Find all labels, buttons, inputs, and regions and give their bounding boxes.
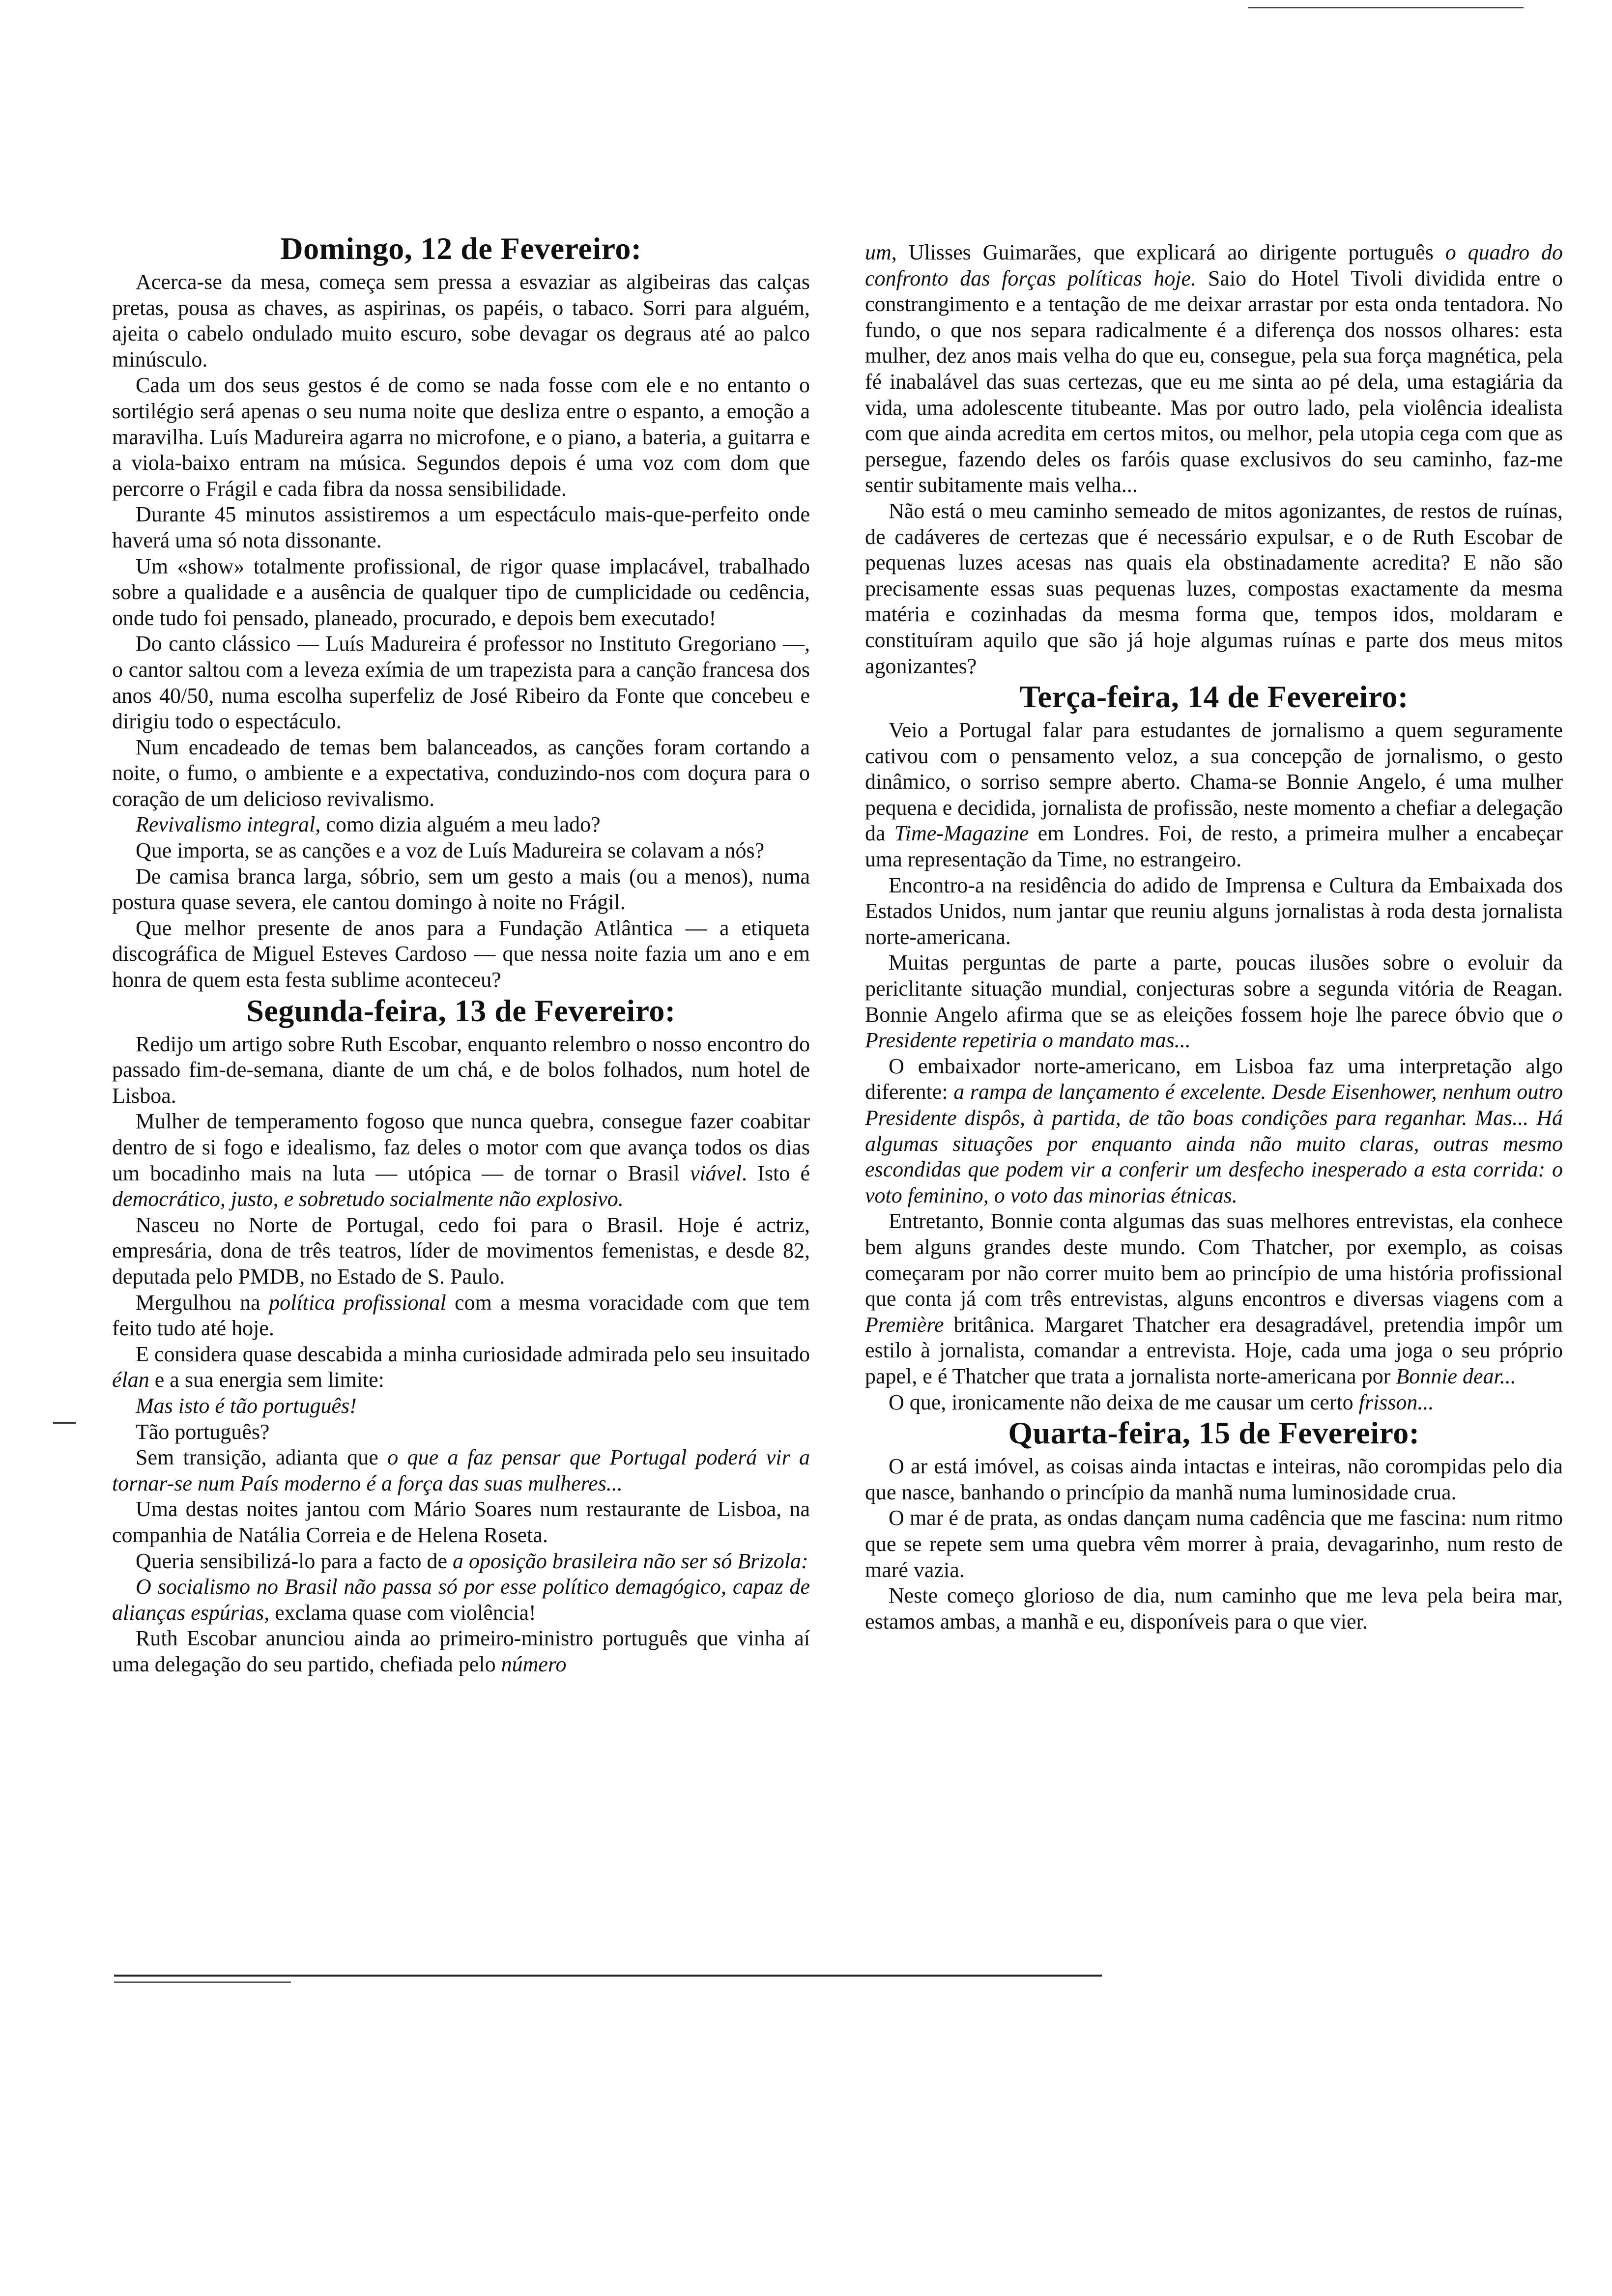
paragraph: O mar é de prata, as ondas dançam numa cadência que me fascina: num ritmo que se repete sem uma quebra vêm morrer à praia, devagarinho, num resto de maré vazia. xyxy=(865,1506,1563,1582)
italic-text: élan xyxy=(112,1368,149,1392)
paragraph: Que importa, se as canções e a voz de Luís Madureira se colavam a nós? xyxy=(136,838,765,863)
italic-text: Time-Magazine xyxy=(894,821,1029,846)
paragraph xyxy=(112,1549,810,1575)
text: Saio do Hotel Tivoli dividida entre o constrangimento e a tentação de me deixar arrastar por esta onda tentadora. No fundo, o que nos separa radicalmente é a diferença dos nossos olhares: esta mulher, dez anos mais velha do que eu, consegue, pela sua força magnética, pela fé inabalável das suas certezas, que eu me sinta ao pé dela, uma estagiária da vida, uma adolescente titubeante. Mas por outro lado, pela violência idealista com que ainda acredita em certos mitos, ou melhor, pela utopia cega com que as persegue, fazendo deles os faróis quase exclusivos do seu caminho, faz-me sentir subitamente mais velha... xyxy=(865,266,1563,497)
top-rule xyxy=(1248,7,1524,8)
paragraph xyxy=(865,1390,1563,1416)
paragraph xyxy=(112,1393,810,1419)
italic-text: Première xyxy=(865,1312,944,1337)
text: Mergulhou na xyxy=(136,1290,269,1315)
italic-text: um xyxy=(865,240,892,264)
paragraph: Acerca-se da mesa, começa sem pressa a esvaziar as algibeiras das calças pretas, pousa as chaves, as aspirinas, os papéis, o tabaco. Sorri para alguém, ajeita o cabelo ondulado muito escuro, sobe devagar os degraus até ao palco minúsculo. xyxy=(112,270,810,372)
text: Veio a Portugal falar para estudantes de jornalismo a quem seguramente cativou com o pensamento veloz, a sua concepção de jornalismo, o gesto dinâmico, o sorriso sempre aberto. Chama-se Bonnie Angelo, é uma mulher pequena e decidida, jornalista de profissão, neste momento a chefiar a delegação da xyxy=(865,718,1563,846)
bottom-rule xyxy=(114,1975,1102,1977)
paragraph xyxy=(865,1054,1563,1209)
margin-mark xyxy=(53,1422,76,1424)
paragraph xyxy=(865,950,1563,1053)
paragraph: Não está o meu caminho semeado de mitos agonizantes, de restos de ruínas, de cadáveres de certezas que é necessário expulsar, e o de Ruth Escobar de pequenas luzes acesas nas quais ela obstinadamente acredita? E não são precisamente essas suas pequenas luzes, compostas exactamente da mesma matéria e cozinhadas da mesma forma que, tempos idos, moldaram e constituíram aquilo que são já hoje algumas ruínas e parte dos meus mitos agonizantes? xyxy=(865,498,1563,678)
paragraph: O ar está imóvel, as coisas ainda intactas e inteiras, não corompidas pelo dia que nasce, banhando o princípio da manhã numa luminosidade crua. xyxy=(865,1454,1563,1504)
paragraph: Durante 45 minutos assistiremos a um espectáculo mais-que-perfeito onde haverá uma só nota dissonante. xyxy=(112,502,810,552)
text: exclama quase com violência! xyxy=(269,1600,536,1625)
paragraph xyxy=(112,1574,810,1626)
text: Queria sensibilizá-lo para a facto de xyxy=(136,1549,453,1573)
italic-text: Bonnie dear... xyxy=(1396,1364,1516,1388)
text: britânica. Margaret Thatcher era desagradável, pretendia impôr um estilo à jornalista, comandar a entrevista. Hoje, cada uma joga o seu próprio papel, e é Thatcher que trata a jornalista norte-americana por xyxy=(865,1312,1563,1388)
italic-text: política profissional xyxy=(269,1290,446,1315)
text: E considera quase descabida a minha curiosidade admirada pelo seu insuitado xyxy=(136,1342,810,1366)
text: O que, ironicamente não deixa de me causar um certo xyxy=(889,1390,1359,1414)
paragraph xyxy=(865,240,1563,498)
text: O embaixador norte-americano, em Lisboa faz uma interpretação algo diferente: xyxy=(865,1054,1563,1104)
italic-text: o quadro do confronto das forças políticas hoje. xyxy=(865,240,1563,290)
paragraph: Neste começo glorioso de dia, num caminho que me leva pela beira mar, estamos ambas, a manhã e eu, disponíveis para o que vier. xyxy=(865,1583,1563,1634)
text: Ruth Escobar anunciou ainda ao primeiro-ministro português que vinha aí uma delegação do seu partido, chefiada pelo xyxy=(112,1626,810,1676)
paragraph xyxy=(112,1445,810,1496)
italic-text: frisson... xyxy=(1358,1390,1434,1414)
left-column xyxy=(112,231,810,1677)
paragraph xyxy=(865,1208,1563,1389)
right-column xyxy=(865,240,1563,1635)
text: e a sua energia sem limite: xyxy=(149,1368,384,1392)
paragraph xyxy=(112,812,810,838)
text: . Isto é xyxy=(742,1161,810,1185)
text: com a mesma voracidade com que tem feito tudo até hoje. xyxy=(112,1290,810,1341)
paragraph: Num encadeado de temas bem balanceados, as canções foram cortando a noite, o fumo, o ambiente e a expectativa, conduzindo-nos com doçura para o coração de um delicioso revivalismo. xyxy=(112,735,810,811)
paragraph: Um «show» totalmente profissional, de rigor quase implacável, trabalhado sobre a qualidade e a ausência de qualquer tipo de cumplicidade ou cedência, onde tudo foi pensado, planeado, procurado, e depois bem executado! xyxy=(112,554,810,630)
text: Entretanto, Bonnie conta algumas das suas melhores entrevistas, ela conhece bem alguns grandes deste mundo. Com Thatcher, por exemplo, as coisas começaram por não correr muito bem ao princípio de uma história profissional que conta já com três entrevistas, alguns encontros e diversas viagens com a xyxy=(865,1209,1563,1311)
paragraph: De camisa branca larga, sóbrio, sem um gesto a mais (ou a menos), numa postura quase severa, ele cantou domingo à noite no Frágil. xyxy=(112,864,810,915)
paragraph xyxy=(865,718,1563,873)
paragraph: Encontro-a na residência do adido de Imprensa e Cultura da Embaixada dos Estados Unidos, num jantar que reuniu alguns jornalistas à roda desta jornalista norte-americana. xyxy=(865,873,1563,949)
italic-text: viável xyxy=(690,1161,742,1185)
italic-text: o Presidente repetiria o mandato mas... xyxy=(865,1002,1563,1053)
italic-text: número xyxy=(501,1652,567,1676)
italic-text: a rampa de lançamento é excelente. Desde Eisenhower, nenhum outro Presidente dispôs, à partida, de tão boas condições para reganhar. Mas... Há algumas situações por enquanto ainda não muito claras, outras mesmo escondidas que podem vir a conferir um desfecho inesperado a esta corrida: o voto feminino, o voto das minorias étnicas. xyxy=(865,1080,1563,1207)
text: , como dizia alguém a meu lado? xyxy=(315,812,601,837)
italic-text: o que a faz pensar que Portugal poderá vir a tornar-se num País moderno é a força das suas mulheres... xyxy=(112,1445,810,1495)
paragraph: Cada um dos seus gestos é de como se nada fosse com ele e no entanto o sortilégio será apenas o seu numa noite que desliza entre o espanto, a emoção a maravilha. Luís Madureira agarra no microfone, e o piano, a bateria, a guitarra e a viola-baixo entram na música. Segundos depois é uma voz com dom que percorre o Frágil e cada fibra da nossa sensibilidade. xyxy=(112,373,810,501)
paragraph xyxy=(112,1626,810,1677)
text: Sem transição, adianta que xyxy=(136,1445,388,1470)
heading-terca: Terça-feira, 14 de Fevereiro: xyxy=(1019,679,1409,715)
italic-text: a oposição brasileira não ser só Brizola: xyxy=(453,1549,808,1573)
bottom-rule-short xyxy=(114,1981,291,1983)
heading-quarta: Quarta-feira, 15 de Fevereiro: xyxy=(1008,1415,1420,1451)
paragraph: Que melhor presente de anos para a Fundação Atlântica — a etiqueta discográfica de Miguel Esteves Cardoso — que nessa noite fazia um ano e em honra de quem esta festa sublime aconteceu? xyxy=(112,916,810,992)
paragraph: Uma destas noites jantou com Mário Soares num restaurante de Lisboa, na companhia de Natália Correia e de Helena Roseta. xyxy=(112,1497,810,1547)
italic-text: Revivalismo integral xyxy=(136,812,316,837)
italic-text: democrático, justo, e sobretudo socialmente não explosivo. xyxy=(112,1187,624,1211)
text: em Londres. Foi, de resto, a primeira mulher a encabeçar uma representação da Time, no estrangeiro. xyxy=(865,821,1563,872)
text: Mulher de temperamento fogoso que nunca quebra, consegue fazer coabitar dentro de si fogo e idealismo, faz deles o motor com que avança todos os dias um bocadinho mais na luta — utópica — de tornar o Brasil xyxy=(112,1109,810,1185)
italic-text: Mas isto é tão português! xyxy=(136,1393,357,1418)
heading-domingo: Domingo, 12 de Fevereiro: xyxy=(280,231,642,266)
paragraph: Tão português? xyxy=(136,1419,270,1444)
paragraph: Nasceu no Norte de Portugal, cedo foi para o Brasil. Hoje é actriz, empresária, dona de três teatros, líder de movimentos femenistas, e desde 82, deputada pelo PMDB, no Estado de S. Paulo. xyxy=(112,1212,810,1289)
text: , Ulisses Guimarães, que explicará ao dirigente português xyxy=(891,240,1445,264)
paragraph: Do canto clássico — Luís Madureira é professor no Instituto Gregoriano —, o cantor saltou com a leveza exímia de um trapezista para a canção francesa dos anos 40/50, numa escolha superfeliz de José Ribeiro da Fonte que concebeu e dirigiu todo o espectáculo. xyxy=(112,631,810,734)
paragraph xyxy=(112,1109,810,1212)
paragraph: Redijo um artigo sobre Ruth Escobar, enquanto relembro o nosso encontro do passado fim-de-semana, diante de um chá, e de bolos folhados, num hotel de Lisboa. xyxy=(112,1032,810,1108)
italic-text: O socialismo no Brasil não passa só por esse político demagógico, capaz de alianças espúrias, xyxy=(112,1575,810,1625)
text: Muitas perguntas de parte a parte, poucas ilusões sobre o evoluir da periclitante situação mundial, conjecturas sobre a segunda vitória de Reagan. Bonnie Angelo afirma que se as eleições fossem hoje lhe parece óbvio que xyxy=(865,950,1563,1027)
paragraph xyxy=(112,1290,810,1342)
paragraph xyxy=(112,1342,810,1393)
heading-segunda: Segunda-feira, 13 de Fevereiro: xyxy=(246,993,676,1028)
